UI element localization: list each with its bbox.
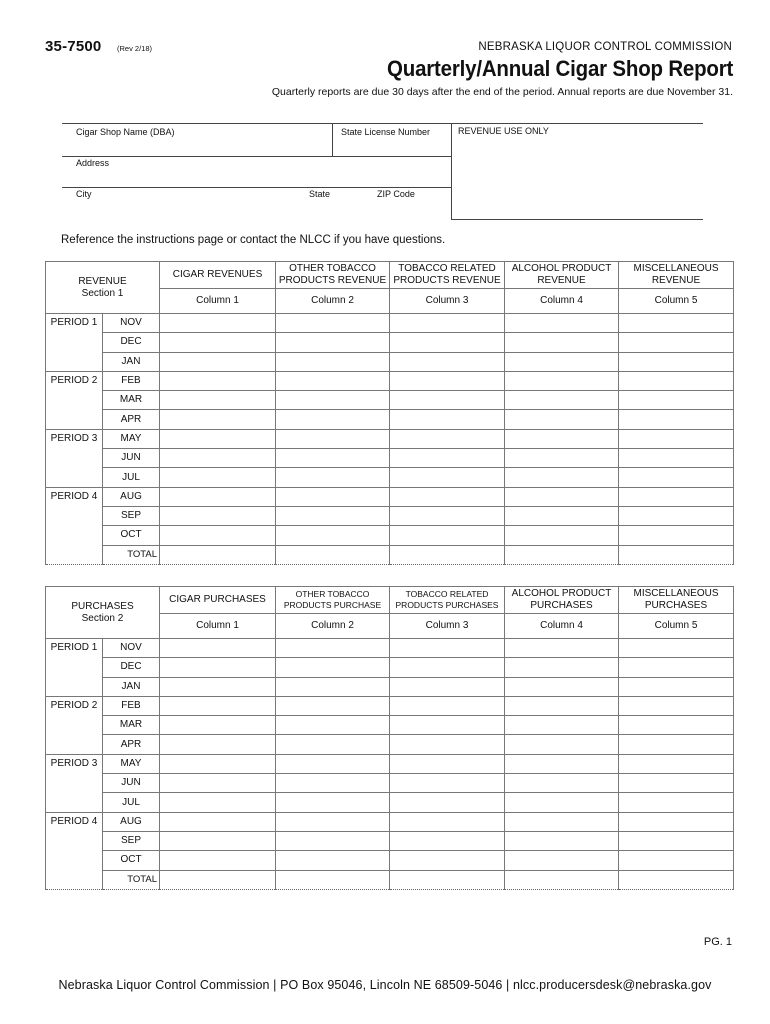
month-label: DEC: [103, 333, 160, 352]
entry-cell[interactable]: [619, 774, 734, 793]
entry-cell[interactable]: [505, 696, 619, 715]
entry-cell[interactable]: [619, 812, 734, 831]
column-label: Column 5: [619, 614, 734, 639]
table-spacer: [46, 870, 103, 889]
column-label: Column 2: [276, 614, 390, 639]
entry-cell[interactable]: [160, 851, 276, 870]
entry-cell[interactable]: [619, 429, 734, 448]
month-label: SEP: [103, 831, 160, 850]
entry-cell[interactable]: [276, 429, 390, 448]
entry-cell[interactable]: [505, 735, 619, 754]
period-spacer: [46, 391, 103, 410]
entry-cell[interactable]: [619, 639, 734, 658]
entry-cell[interactable]: [619, 468, 734, 487]
period-label: PERIOD 4: [46, 487, 103, 506]
entry-cell[interactable]: [160, 696, 276, 715]
month-label: JUL: [103, 468, 160, 487]
entry-cell[interactable]: [505, 333, 619, 352]
entry-cell[interactable]: [505, 677, 619, 696]
table-row: [46, 812, 734, 831]
entry-cell[interactable]: [505, 754, 619, 773]
entry-cell[interactable]: [505, 429, 619, 448]
entry-cell[interactable]: [160, 639, 276, 658]
entry-cell[interactable]: [276, 487, 390, 506]
total-cell[interactable]: [276, 870, 390, 889]
entry-cell[interactable]: [390, 677, 505, 696]
entry-cell[interactable]: [505, 774, 619, 793]
table-row: [46, 774, 734, 793]
month-label: FEB: [103, 371, 160, 390]
entry-cell[interactable]: [160, 812, 276, 831]
period-spacer: [46, 793, 103, 812]
due-date-note: Quarterly reports are due 30 days after the end of the period. Annual reports are due November 31.: [271, 86, 733, 98]
revenue-table: [45, 261, 734, 565]
entry-cell[interactable]: [619, 410, 734, 429]
entry-cell[interactable]: [505, 410, 619, 429]
entry-cell[interactable]: [276, 526, 390, 545]
form-revision: (Rev 2/18): [117, 44, 153, 53]
total-cell[interactable]: [160, 870, 276, 889]
period-spacer: [46, 831, 103, 850]
entry-cell[interactable]: [160, 314, 276, 333]
column-header: TOBACCO RELATED PRODUCTS PURCHASES: [390, 587, 505, 614]
entry-cell[interactable]: [505, 639, 619, 658]
total-cell[interactable]: [276, 545, 390, 564]
entry-cell[interactable]: [390, 639, 505, 658]
entry-cell[interactable]: [619, 487, 734, 506]
period-spacer: [46, 506, 103, 525]
column-header: CIGAR PURCHASES: [160, 587, 276, 614]
entry-cell[interactable]: [160, 506, 276, 525]
entry-cell[interactable]: [276, 793, 390, 812]
total-cell[interactable]: [505, 870, 619, 889]
entry-cell[interactable]: [390, 754, 505, 773]
period-label: PERIOD 1: [46, 639, 103, 658]
column-label: Column 1: [160, 289, 276, 314]
entry-cell[interactable]: [505, 449, 619, 468]
entry-cell[interactable]: [276, 831, 390, 850]
entry-cell[interactable]: [505, 487, 619, 506]
entry-cell[interactable]: [505, 793, 619, 812]
page-number: PG. 1: [703, 936, 732, 948]
entry-cell[interactable]: [160, 449, 276, 468]
entry-cell[interactable]: [276, 696, 390, 715]
shop-name-field[interactable]: Cigar Shop Name (DBA): [76, 127, 175, 137]
period-spacer: [46, 333, 103, 352]
entry-cell[interactable]: [160, 429, 276, 448]
entry-cell[interactable]: [390, 793, 505, 812]
zip-code-field[interactable]: ZIP Code: [377, 189, 415, 199]
period-label: PERIOD 1: [46, 314, 103, 333]
column-label: Column 4: [505, 289, 619, 314]
entry-cell[interactable]: [390, 774, 505, 793]
entry-cell[interactable]: [505, 658, 619, 677]
table-row: [46, 677, 734, 696]
entry-cell[interactable]: [276, 333, 390, 352]
form-number: 35-7500: [45, 38, 102, 55]
total-cell[interactable]: [619, 545, 734, 564]
period-spacer: [46, 735, 103, 754]
column-header: ALCOHOL PRODUCT REVENUE: [505, 262, 619, 289]
month-label: DEC: [103, 658, 160, 677]
page-title: Quarterly/Annual Cigar Shop Report: [386, 56, 733, 81]
column-label: Column 3: [390, 614, 505, 639]
entry-cell[interactable]: [505, 352, 619, 371]
entry-cell[interactable]: [160, 754, 276, 773]
entry-cell[interactable]: [619, 506, 734, 525]
table-row: [46, 735, 734, 754]
entry-cell[interactable]: [390, 735, 505, 754]
entry-cell[interactable]: [160, 735, 276, 754]
month-label: APR: [103, 735, 160, 754]
agency-name: NEBRASKA LIQUOR CONTROL COMMISSION: [478, 41, 732, 53]
table-row: [46, 429, 734, 448]
total-cell[interactable]: [390, 870, 505, 889]
column-label: Column 4: [505, 614, 619, 639]
entry-cell[interactable]: [390, 831, 505, 850]
month-label: OCT: [103, 851, 160, 870]
entry-cell[interactable]: [276, 468, 390, 487]
entry-cell[interactable]: [619, 696, 734, 715]
entry-cell[interactable]: [276, 371, 390, 390]
table-row: [46, 371, 734, 390]
table-row: [46, 410, 734, 429]
entry-cell[interactable]: [390, 314, 505, 333]
month-label: MAR: [103, 391, 160, 410]
table-row: [46, 468, 734, 487]
info-box-top-border: [62, 123, 703, 124]
entry-cell[interactable]: [619, 391, 734, 410]
entry-cell[interactable]: [619, 677, 734, 696]
entry-cell[interactable]: [276, 754, 390, 773]
revenue-section-title: REVENUE Section 1: [46, 262, 160, 314]
entry-cell[interactable]: [276, 352, 390, 371]
period-spacer: [46, 526, 103, 545]
month-label: JUN: [103, 774, 160, 793]
entry-cell[interactable]: [390, 716, 505, 735]
column-label: Column 5: [619, 289, 734, 314]
column-header: ALCOHOL PRODUCT PURCHASES: [505, 587, 619, 614]
total-label: TOTAL: [103, 545, 160, 564]
period-spacer: [46, 716, 103, 735]
column-header: MISCELLANEOUS REVENUE: [619, 262, 734, 289]
period-spacer: [46, 851, 103, 870]
entry-cell[interactable]: [390, 449, 505, 468]
period-spacer: [46, 677, 103, 696]
entry-cell[interactable]: [619, 831, 734, 850]
license-number-field[interactable]: State License Number: [341, 127, 431, 137]
entry-cell[interactable]: [390, 506, 505, 525]
period-spacer: [46, 774, 103, 793]
month-label: AUG: [103, 487, 160, 506]
entry-cell[interactable]: [160, 468, 276, 487]
table-row: [46, 487, 734, 506]
entry-cell[interactable]: [619, 449, 734, 468]
entry-cell[interactable]: [276, 774, 390, 793]
entry-cell[interactable]: [390, 851, 505, 870]
city-field[interactable]: City: [76, 189, 92, 199]
month-label: JUN: [103, 449, 160, 468]
total-cell[interactable]: [619, 870, 734, 889]
entry-cell[interactable]: [160, 391, 276, 410]
entry-cell[interactable]: [505, 526, 619, 545]
entry-cell[interactable]: [390, 812, 505, 831]
table-row: [46, 754, 734, 773]
entry-cell[interactable]: [276, 391, 390, 410]
table-row: [46, 333, 734, 352]
month-label: NOV: [103, 314, 160, 333]
table-row: [46, 696, 734, 715]
purchases-section-title: PURCHASES Section 2: [46, 587, 160, 639]
entry-cell[interactable]: [390, 468, 505, 487]
info-box-divider: [62, 187, 451, 188]
column-header: TOBACCO RELATED PRODUCTS REVENUE: [390, 262, 505, 289]
table-row: [46, 851, 734, 870]
entry-cell[interactable]: [160, 410, 276, 429]
entry-cell[interactable]: [619, 716, 734, 735]
entry-cell[interactable]: [619, 851, 734, 870]
entry-cell[interactable]: [390, 696, 505, 715]
address-field[interactable]: Address: [76, 158, 110, 168]
month-label: JAN: [103, 352, 160, 371]
entry-cell[interactable]: [390, 391, 505, 410]
revenue-use-only-label: REVENUE USE ONLY: [458, 126, 549, 136]
table-row: [46, 639, 734, 658]
table-row: [46, 449, 734, 468]
month-label: FEB: [103, 696, 160, 715]
entry-cell[interactable]: [160, 716, 276, 735]
table-row: [46, 831, 734, 850]
month-label: OCT: [103, 526, 160, 545]
period-spacer: [46, 468, 103, 487]
table-row: [46, 506, 734, 525]
month-label: SEP: [103, 506, 160, 525]
month-label: MAY: [103, 754, 160, 773]
total-cell[interactable]: [390, 545, 505, 564]
table-row: [46, 391, 734, 410]
table-row: [46, 658, 734, 677]
entry-cell[interactable]: [276, 639, 390, 658]
table-row: [46, 793, 734, 812]
entry-cell[interactable]: [505, 468, 619, 487]
period-spacer: [46, 352, 103, 371]
column-label: Column 2: [276, 289, 390, 314]
revenue-use-bottom-border: [451, 219, 703, 220]
entry-cell[interactable]: [390, 526, 505, 545]
entry-cell[interactable]: [619, 735, 734, 754]
entry-cell[interactable]: [160, 677, 276, 696]
month-label: MAY: [103, 429, 160, 448]
table-row: [46, 526, 734, 545]
table-spacer: [46, 545, 103, 564]
entry-cell[interactable]: [505, 314, 619, 333]
column-header: OTHER TOBACCO PRODUCTS REVENUE: [276, 262, 390, 289]
reference-note: Reference the instructions page or contact the NLCC if you have questions.: [61, 234, 446, 246]
entry-cell[interactable]: [390, 410, 505, 429]
entry-cell[interactable]: [276, 812, 390, 831]
entry-cell[interactable]: [276, 410, 390, 429]
entry-cell[interactable]: [505, 506, 619, 525]
entry-cell[interactable]: [505, 371, 619, 390]
entry-cell[interactable]: [276, 735, 390, 754]
column-label: Column 3: [390, 289, 505, 314]
purchases-table: [45, 586, 734, 890]
entry-cell[interactable]: [276, 449, 390, 468]
entry-cell[interactable]: [390, 333, 505, 352]
entry-cell[interactable]: [390, 487, 505, 506]
period-label: PERIOD 2: [46, 696, 103, 715]
period-spacer: [46, 658, 103, 677]
total-cell[interactable]: [160, 545, 276, 564]
info-box-divider: [332, 123, 333, 156]
month-label: JAN: [103, 677, 160, 696]
entry-cell[interactable]: [505, 812, 619, 831]
entry-cell[interactable]: [505, 716, 619, 735]
entry-cell[interactable]: [276, 677, 390, 696]
period-spacer: [46, 410, 103, 429]
entry-cell[interactable]: [619, 526, 734, 545]
entry-cell[interactable]: [619, 333, 734, 352]
entry-cell[interactable]: [505, 831, 619, 850]
entry-cell[interactable]: [160, 526, 276, 545]
entry-cell[interactable]: [390, 371, 505, 390]
period-spacer: [46, 449, 103, 468]
entry-cell[interactable]: [276, 658, 390, 677]
period-label: PERIOD 3: [46, 429, 103, 448]
entry-cell[interactable]: [619, 352, 734, 371]
table-row: [46, 314, 734, 333]
entry-cell[interactable]: [276, 716, 390, 735]
period-label: PERIOD 4: [46, 812, 103, 831]
entry-cell[interactable]: [160, 831, 276, 850]
state-field[interactable]: State: [309, 189, 331, 199]
month-label: JUL: [103, 793, 160, 812]
entry-cell[interactable]: [160, 371, 276, 390]
entry-cell[interactable]: [160, 658, 276, 677]
column-header: OTHER TOBACCO PRODUCTS PURCHASE: [276, 587, 390, 614]
month-label: NOV: [103, 639, 160, 658]
month-label: MAR: [103, 716, 160, 735]
entry-cell[interactable]: [619, 314, 734, 333]
total-label: TOTAL: [103, 870, 160, 889]
period-label: PERIOD 3: [46, 754, 103, 773]
entry-cell[interactable]: [276, 314, 390, 333]
entry-cell[interactable]: [619, 754, 734, 773]
month-label: AUG: [103, 812, 160, 831]
column-header: CIGAR REVENUES: [160, 262, 276, 289]
entry-cell[interactable]: [619, 793, 734, 812]
period-label: PERIOD 2: [46, 371, 103, 390]
table-row: [46, 716, 734, 735]
entry-cell[interactable]: [505, 851, 619, 870]
info-box-divider: [62, 156, 451, 157]
entry-cell[interactable]: [505, 391, 619, 410]
column-header: MISCELLANEOUS PURCHASES: [619, 587, 734, 614]
entry-cell[interactable]: [276, 506, 390, 525]
total-cell[interactable]: [505, 545, 619, 564]
entry-cell[interactable]: [390, 658, 505, 677]
revenue-use-left-border: [451, 123, 452, 219]
entry-cell[interactable]: [619, 658, 734, 677]
entry-cell[interactable]: [160, 352, 276, 371]
entry-cell[interactable]: [276, 851, 390, 870]
entry-cell[interactable]: [160, 793, 276, 812]
column-label: Column 1: [160, 614, 276, 639]
entry-cell[interactable]: [160, 333, 276, 352]
entry-cell[interactable]: [390, 429, 505, 448]
entry-cell[interactable]: [619, 371, 734, 390]
month-label: APR: [103, 410, 160, 429]
table-row: [46, 352, 734, 371]
entry-cell[interactable]: [160, 487, 276, 506]
footer-contact: Nebraska Liquor Control Commission | PO Box 95046, Lincoln NE 68509-5046 | nlcc.producersdesk@nebraska.gov: [58, 978, 712, 992]
entry-cell[interactable]: [390, 352, 505, 371]
entry-cell[interactable]: [160, 774, 276, 793]
